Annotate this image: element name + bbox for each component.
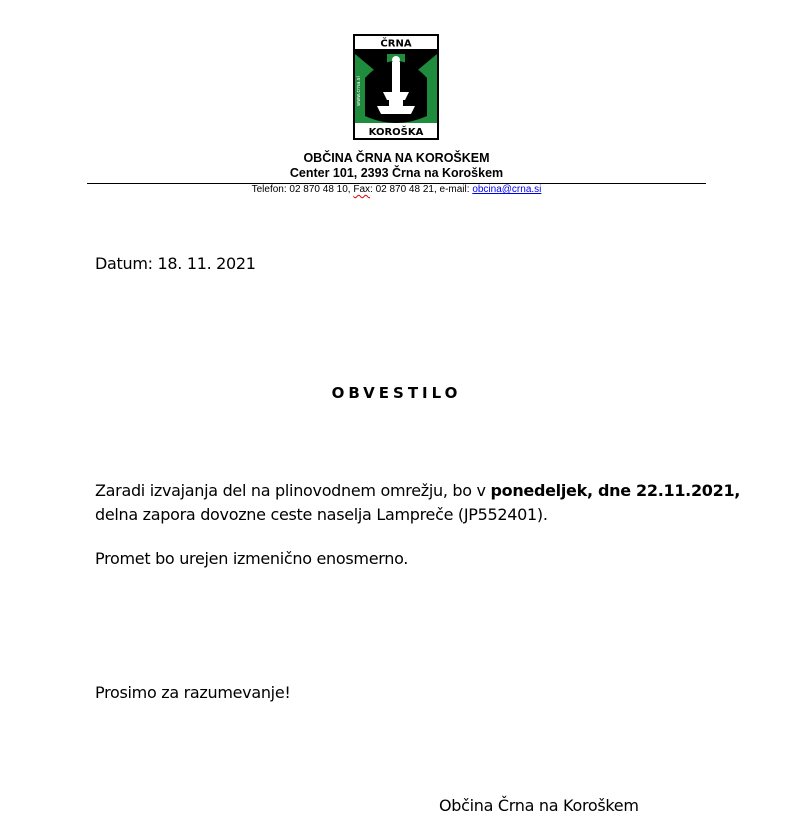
document-title: OBVESTILO [331,384,462,402]
paragraph-1-start: Zaradi izvajanja del na plinovodnem omrežju, bo v [95,481,491,500]
municipality-logo [353,34,439,140]
contact-prefix: Telefon: 02 870 48 10, [251,184,354,195]
paragraph-1-line-2: delna zapora dovozne ceste naselja Lampreče (JP552401). [95,505,548,524]
document-date: Datum: 18. 11. 2021 [95,254,256,273]
contact-line [0,184,793,195]
coat-of-arms-icon [353,34,439,140]
email-link[interactable]: obcina@crna.si [472,184,542,195]
paragraph-1-line-1 [95,481,740,500]
logo-top-text: ČRNA [380,38,412,50]
org-name: OBČINA ČRNA NA KOROŠKEM [303,151,490,165]
org-address: Center 101, 2393 Črna na Koroškem [289,166,504,180]
signature: Občina Črna na Koroškem [439,796,639,815]
contact-middle: : 02 870 48 21, e-mail: [370,184,473,195]
paragraph-2: Promet bo urejen izmenično enosmerno. [95,549,409,568]
logo-bottom-text: KOROŠKA [368,127,424,138]
paragraph-1-bold-date: ponedeljek, dne 22.11.2021, [490,481,741,500]
paragraph-3: Prosimo za razumevanje! [95,683,291,702]
logo-side-text: www.crna.si [356,76,362,106]
fax-label: Fax [353,184,371,195]
